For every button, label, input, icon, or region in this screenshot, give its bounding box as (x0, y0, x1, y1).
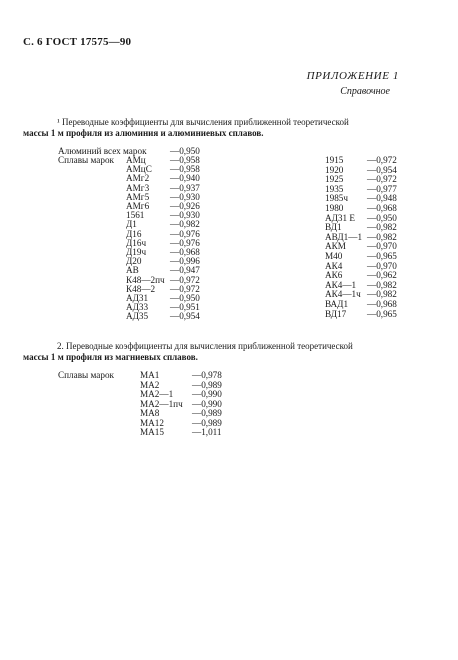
section2-line2: массы 1 м профиля из магниевых сплавов. (23, 352, 198, 362)
coefficient-value: —0,930 (170, 210, 200, 221)
grade-label: ВД1 (325, 222, 342, 233)
grade-label: АК4—1 (325, 279, 357, 290)
grade-label: Д1 (126, 219, 137, 230)
grade-label: АД33 (126, 302, 149, 313)
coefficient-value: —0,982 (367, 279, 397, 290)
grade-label: Д20 (126, 256, 142, 267)
coefficient-value: —0,926 (170, 201, 200, 211)
appendix-subtitle: Справочное (340, 86, 390, 97)
grade-label: 1920 (325, 164, 344, 175)
coefficient-value: —0,989 (192, 408, 222, 418)
coefficient-value: —0,947 (170, 265, 200, 276)
coefficient-value: —0,930 (170, 191, 200, 202)
coefficient-value: —0,948 (367, 193, 397, 204)
page-header: С. 6 ГОСТ 17575—90 (23, 36, 132, 48)
coefficient-value: —0,989 (192, 417, 222, 428)
grade-label: АМг2 (126, 173, 150, 184)
grade-label: 1980 (325, 203, 344, 213)
grade-label: АК6 (325, 270, 343, 281)
coefficient-value: —0,970 (367, 241, 397, 252)
all-grades-label: Алюминий всех марок (58, 146, 147, 156)
grade-label: ВАД1 (325, 299, 349, 309)
section1-line2: массы 1 м профиля из алюминия и алюминиевых сплавов. (23, 128, 264, 138)
all-grades-value: —0,950 (170, 146, 200, 156)
section1-line1: ¹ Переводные коэффициенты для вычисления приближенной теоретической (57, 117, 349, 127)
coefficient-value: —0,990 (192, 389, 222, 399)
coefficient-value: —0,968 (170, 247, 200, 257)
grade-label: МА1 (140, 370, 160, 380)
grade-label: К48—2 (126, 283, 156, 294)
coefficient-value: —0,989 (192, 379, 222, 390)
grade-label: Д16ч (126, 237, 147, 248)
coefficient-value: —0,954 (170, 311, 200, 322)
grade-label: 1985ч (325, 193, 348, 204)
coefficient-value: —0,950 (367, 212, 397, 223)
coefficient-value: —0,970 (367, 260, 397, 271)
coefficient-value: —0,968 (367, 203, 397, 213)
section2-intro (23, 341, 428, 363)
grade-label: МА15 (140, 427, 164, 437)
grade-label: АК4 (325, 260, 343, 271)
coefficient-value: —0,954 (367, 164, 397, 175)
appendix-title: ПРИЛОЖЕНИЕ 1 (306, 70, 399, 82)
grade-label: 1561 (126, 210, 145, 221)
coefficient-value: —0,982 (367, 222, 397, 233)
grade-label: МА2—1 (140, 389, 174, 399)
coefficient-value: —0,937 (170, 182, 200, 193)
grade-label: АВ (126, 265, 139, 276)
coefficient-value: —0,950 (170, 293, 200, 303)
coefficient-value: —0,958 (170, 164, 200, 175)
grade-label: 1935 (325, 183, 344, 194)
coefficient-value: —0,976 (170, 237, 200, 248)
grade-label: АМг3 (126, 182, 150, 193)
grade-label: Д19ч (126, 247, 147, 257)
coefficient-value: —0,972 (170, 283, 200, 294)
coefficient-value: —0,972 (367, 155, 397, 165)
grade-label: АВД1—1 (325, 231, 363, 242)
grade-label: МА12 (140, 417, 164, 428)
coefficient-value: —0,940 (170, 173, 200, 184)
coefficient-value: —0,982 (367, 231, 397, 242)
grade-label: К48—2пч (126, 274, 165, 285)
coefficient-value: —0,990 (192, 398, 222, 409)
grade-label: МА2 (140, 379, 160, 390)
grade-label: АМц (126, 155, 146, 165)
mg-alloys-label: Сплавы марок (58, 370, 114, 380)
coefficient-value: —0,962 (367, 270, 397, 281)
grade-label: 1925 (325, 174, 344, 185)
grade-label: АД31 Е (325, 212, 355, 223)
grade-label: МА8 (140, 408, 160, 418)
coefficient-value: —0,972 (170, 274, 200, 285)
coefficient-value: —0,951 (170, 302, 200, 313)
grade-label: АМг5 (126, 191, 150, 202)
section1-intro (23, 117, 428, 139)
grade-label: АД31 (126, 293, 149, 303)
coefficient-value: —0,982 (170, 219, 200, 230)
coefficient-value: —0,972 (367, 174, 397, 185)
grade-label: АМг6 (126, 201, 150, 211)
alloys-label: Сплавы марок (58, 155, 114, 165)
grade-label: АКМ (325, 241, 346, 252)
grade-label: М40 (325, 251, 343, 261)
grade-label: АМцС (126, 164, 152, 175)
coefficient-value: —0,977 (367, 183, 397, 194)
grade-label: 1915 (325, 155, 344, 165)
coefficient-value: —0,978 (192, 370, 222, 380)
coefficient-value: —1,011 (192, 427, 222, 437)
coefficient-value: —0,968 (367, 299, 397, 309)
grade-label: АК4—1ч (325, 289, 361, 300)
grade-label: ВД17 (325, 308, 347, 319)
coefficient-value: —0,965 (367, 251, 397, 261)
grade-label: МА2—1пч (140, 398, 183, 409)
grade-label: АД35 (126, 311, 149, 322)
coefficient-value: —0,958 (170, 155, 200, 165)
coefficient-value: —0,982 (367, 289, 397, 300)
section2-line1: 2. Переводные коэффициенты для вычисления приближенной теоретической (57, 341, 353, 351)
coefficient-value: —0,996 (170, 256, 200, 267)
coefficient-value: —0,976 (170, 228, 200, 239)
grade-label: Д16 (126, 228, 142, 239)
coefficient-value: —0,965 (367, 308, 397, 319)
